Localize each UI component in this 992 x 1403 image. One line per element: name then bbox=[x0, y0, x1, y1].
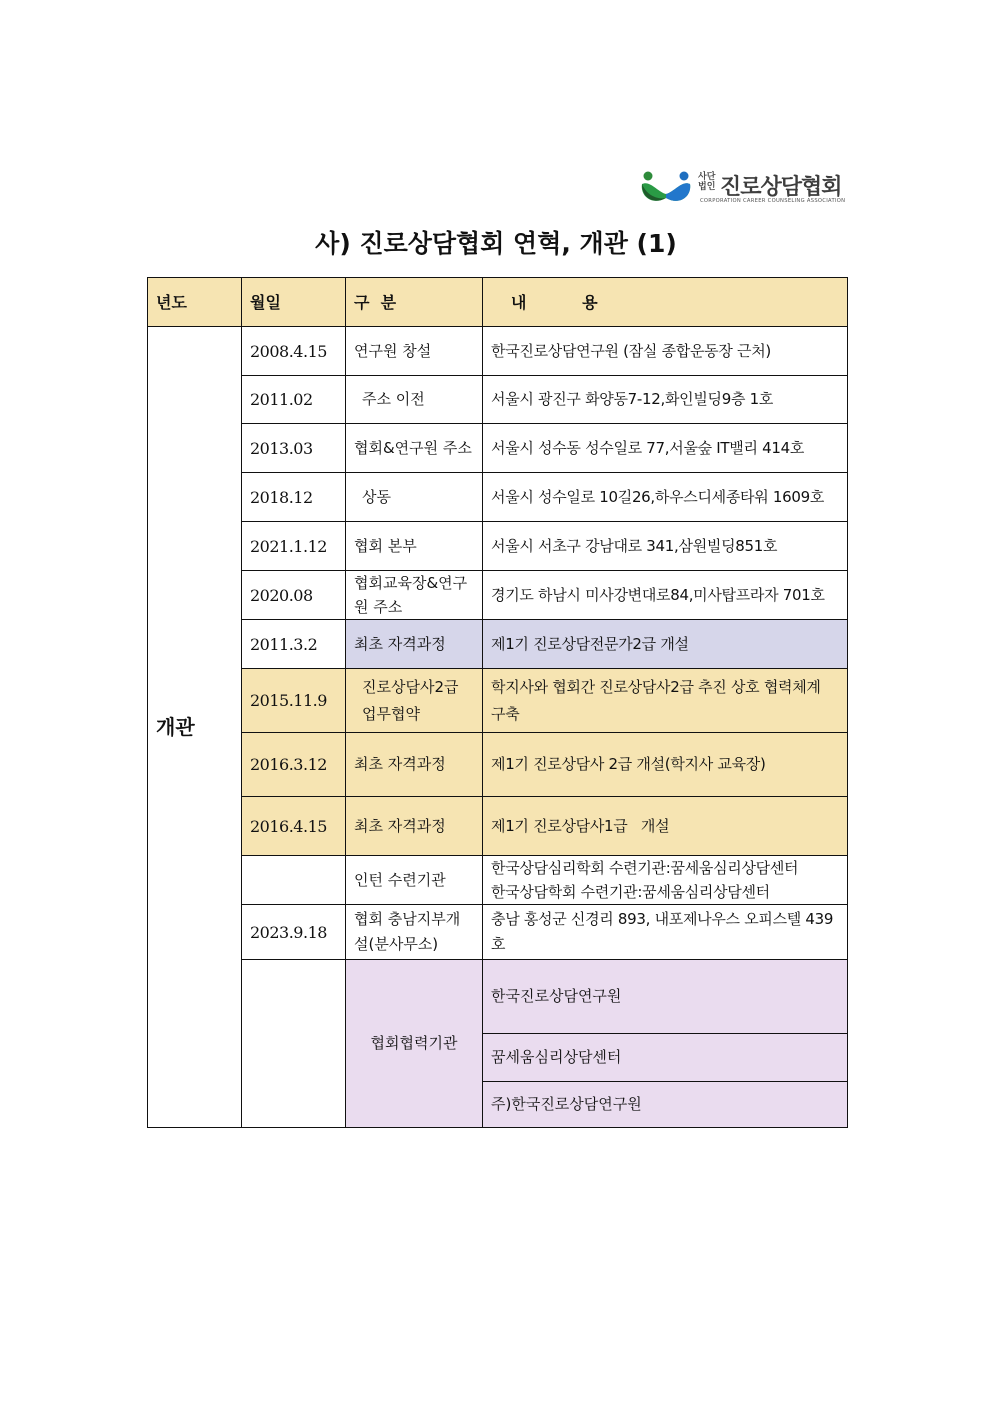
table-row bbox=[148, 733, 848, 797]
row-date: 2011.02 bbox=[242, 376, 346, 424]
partners-row bbox=[148, 960, 848, 1128]
row-date: 2016.4.15 bbox=[242, 797, 346, 856]
header-content: 내 용 bbox=[483, 278, 848, 327]
row-content: 제1기 진로상담전문가2급 개설 bbox=[483, 620, 848, 669]
row-category: 주소 이전 bbox=[346, 376, 483, 424]
partner-item: 한국진로상담연구원 bbox=[483, 960, 847, 1034]
page-title: 사) 진로상담협회 연혁, 개관 (1) bbox=[315, 229, 677, 258]
table-row bbox=[148, 473, 848, 522]
table-row bbox=[148, 669, 848, 733]
partner-item: 주)한국진로상담연구원 bbox=[491, 1095, 642, 1113]
row-category: 협회 본부 bbox=[346, 522, 483, 571]
table-row bbox=[148, 376, 848, 424]
logo-sub-text bbox=[698, 172, 720, 192]
header-year: 년도 bbox=[148, 278, 242, 327]
row-date: 2008.4.15 bbox=[242, 327, 346, 376]
row-category: 최초 자격과정 bbox=[346, 797, 483, 856]
table-row bbox=[148, 327, 848, 376]
row-category: 진로상담사2급 업무협약 bbox=[346, 669, 483, 733]
row-category: 협회&연구원 주소 bbox=[346, 424, 483, 473]
association-logo bbox=[640, 168, 850, 212]
row-date: 2018.12 bbox=[242, 473, 346, 522]
row-date: 2013.03 bbox=[242, 424, 346, 473]
row-content: 학지사와 협회간 진로상담사2급 추진 상호 협력체계 구축 bbox=[483, 669, 848, 733]
row-category: 연구원 창설 bbox=[346, 327, 483, 376]
row-category: 인턴 수련기관 bbox=[346, 856, 483, 905]
row-date: 2020.08 bbox=[242, 571, 346, 620]
row-category: 최초 자격과정 bbox=[346, 733, 483, 797]
row-date: 2016.3.12 bbox=[242, 733, 346, 797]
content-line: 한국상담심리학회 수련기관:꿈세움심리상담센터 bbox=[491, 859, 799, 877]
partners-category: 협회협력기관 bbox=[346, 960, 483, 1128]
table-row bbox=[148, 424, 848, 473]
row-content: 서울시 광진구 화양동7-12,화인빌딩9층 1호 bbox=[483, 376, 848, 424]
content-line: 한국상담학회 수련기관:꿈세움심리상담센터 bbox=[491, 883, 770, 901]
row-content: 제1기 진로상담사 2급 개설(학지사 교육장) bbox=[483, 733, 848, 797]
row-category: 상동 bbox=[346, 473, 483, 522]
row-category: 최초 자격과정 bbox=[346, 620, 483, 669]
logo-sub-top: 사단 bbox=[698, 172, 716, 182]
row-content: 경기도 하남시 미사강변대로84,미사탑프라자 701호 bbox=[483, 571, 848, 620]
table-header-row bbox=[148, 278, 848, 327]
row-content: 서울시 성수동 성수일로 77,서울숲 IT밸리 414호 bbox=[483, 424, 848, 473]
history-table bbox=[147, 277, 848, 1128]
year-label: 개관 bbox=[148, 327, 242, 1128]
row-date: 2021.1.12 bbox=[242, 522, 346, 571]
partner-item: 꿈세움심리상담센터 bbox=[483, 1034, 847, 1082]
row-content: 충남 홍성군 신경리 893, 내포제나우스 오피스텔 439호 bbox=[483, 905, 848, 960]
table-row bbox=[148, 856, 848, 905]
partners-list bbox=[483, 960, 848, 1128]
row-date bbox=[242, 856, 346, 905]
row-date: 2011.3.2 bbox=[242, 620, 346, 669]
row-date: 2023.9.18 bbox=[242, 905, 346, 960]
logo-sub-bottom: 법인 bbox=[698, 182, 716, 192]
table-row bbox=[148, 797, 848, 856]
logo-english-name: CORPORATION CAREER COUNSELING ASSOCIATION bbox=[700, 198, 846, 204]
row-content: 제1기 진로상담사1급 개설 bbox=[483, 797, 848, 856]
row-content: 서울시 성수일로 10길26,하우스디세종타워 1609호 bbox=[483, 473, 848, 522]
header-date: 월일 bbox=[242, 278, 346, 327]
row-content: 서울시 서초구 강남대로 341,삼원빌딩851호 bbox=[483, 522, 848, 571]
table-row bbox=[148, 905, 848, 960]
table-row bbox=[148, 522, 848, 571]
row-date: 2015.11.9 bbox=[242, 669, 346, 733]
table-row bbox=[148, 620, 848, 669]
table-row bbox=[148, 571, 848, 620]
row-category: 협회교육장&연구원 주소 bbox=[346, 571, 483, 620]
row-category: 협회 충남지부개설(분사무소) bbox=[346, 905, 483, 960]
row-content bbox=[483, 856, 848, 905]
logo-name: 진로상담협회 bbox=[720, 175, 842, 200]
logo-mark-icon bbox=[640, 170, 692, 208]
partners-date-empty bbox=[242, 960, 346, 1128]
header-category: 구 분 bbox=[346, 278, 483, 327]
row-content: 한국진로상담연구원 (잠실 종합운동장 근처) bbox=[483, 327, 848, 376]
